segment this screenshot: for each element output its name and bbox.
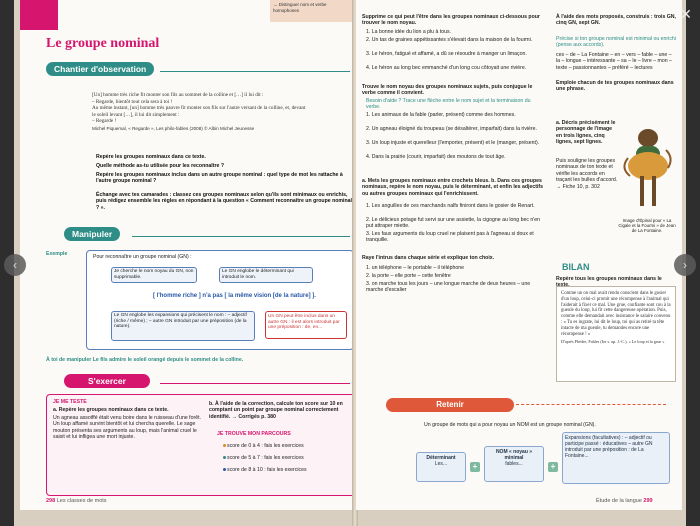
ex1-item: 2. Un tas de graines appétissantes s'élevait dans la maison de la fourmi. [366,37,533,43]
page-number: 299 [643,498,653,504]
level-dot [223,456,226,459]
exercise-2: Trouve le nom noyau des groupes nominaux sujets, puis conjugue le verbe comme il convient. [362,84,533,97]
ex4-item: 1. un téléphone – le portable – il téléphone [366,265,465,271]
left-page [20,0,355,510]
section-exercer: S'exercer [64,374,150,388]
parcours-text: score de 0 à 4 : fais les exercices [227,443,304,449]
close-icon[interactable]: ✕ [680,6,692,22]
ex5-detail: Précise si ton groupe nominal est minimal ou enrichi (pense aux accords). [556,36,676,49]
ex1-item: 3. Le héron, fatigué et affamé, a dû se résoudre à manger un limaçon. [366,51,527,57]
plus-icon: + [470,462,480,472]
exercise-6: a. Décris précisément le personnage de l'image en trois lignes, cinq lignes, sept lignes. [556,120,616,146]
section-chantier: Chantier d'observation [46,62,154,76]
parcours-title: JE TROUVE MON PARCOURS [217,431,291,437]
ex1-item: 1. La bonne idée du lion a plu à tous. [366,29,452,35]
question-text: Quelle méthode as-tu utilisée pour les reconnaître ? [96,163,224,169]
chapter-tab [20,0,58,30]
exemple-instruction: Pour reconnaître un groupe nominal (GN) : [93,254,192,260]
page-title: Le groupe nominal [46,36,160,51]
example-phrase: [ l'homme riche ] n'a pas [ la même vision [de la nature] ]. [153,293,316,299]
step-1: Je cherche le nom noyau du GN, non supprimable. [111,267,197,283]
exemple-label: Exemple [46,251,68,257]
question-text: Échange avec tes camarades : classez ces groupes nominaux selon qu'ils sont minimaux ou enrichis, puis rédigez ensemble les règles en répondant à la question « Comment reconnaître un groupe nominal ? ». [96,192,352,211]
right-page [356,0,682,510]
divider [132,236,350,237]
parcours-text: score de 5 à 7 : fais les exercices [227,455,304,461]
parcours-text: score de 8 à 10 : fais les exercices [227,467,307,473]
textbook-spread [14,0,686,526]
ex5-b: Emploie chacun de tes groupes nominaux dans une phrase. [556,80,674,93]
box-example: fables... [505,461,523,467]
box-label: NOM « noyau » minimal [495,449,533,461]
exercise-3: a. Mets les groupes nominaux entre crochets bleus. b. Dans ces groupes nominaux, repère le nom noyau, puis le déterminant, et enfin les adjectifs ou autres groupes nominaux qui l'enrichissent. [362,178,544,197]
note-box: Un GN peut être inclus dans un autre GN : il est alors introduit par une préposition : de, en... [265,311,347,339]
plus-icon: + [548,462,558,472]
box-example: Les... [434,461,448,467]
ex4-item: 2. la porte – elle porte – cette fenêtre [366,273,451,279]
cicada-illustration [618,118,676,214]
ex2-help: Besoin d'aide ? Trace une flèche entre le nom sujet et la terminaison du verbe. [366,98,531,111]
test-text: Un agneau assoiffé était venu boire dans le ruisseau d'une forêt. Un loup affamé survint bientôt et lui chercha querelle. Le sage mouton présenta ses arguments au loup, mais l'animal cruel le saisit et lui infligea une mort injuste. [53,415,201,441]
exemple-box [86,250,354,350]
retenir-text: Un groupe de mots qui a pour noyau un NOM est un groupe nominal (GN). [424,422,596,428]
expansions-box: Expansions (facultatives) : – adjectif ou participe passé : éducatives – autre GN introduit par une préposition : de La Fontaine... [562,432,670,484]
determinant-box [416,452,466,482]
ex6-b: Puis souligne les groupes nominaux de ton texte et vérifie les accords en traçant les bulles d'accord. → Fiche 10, p. 302 [556,158,618,190]
quote-line: – Regarde ! [92,118,117,124]
ex2-item: 2. Un agneau éloigné du troupeau (se désaltérer, imparfait) dans la rivière. [366,126,537,132]
section-manipuler: Manipuler [64,227,120,241]
level-dot [223,468,226,471]
question-3 [96,172,352,185]
manipuler-task: À toi de manipuler Le fils admire le soleil orangé depuis le sommet de la colline. [46,357,244,363]
question-4 [96,192,352,211]
ex1-item: 4. Le héron au long bec emmanché d'un long cou côtoyait une rivière. [366,65,527,71]
ex4-item: 3. on marche tous les jours – une longue marche de deux heures – une marche d'escalier [366,281,531,294]
correction-text: b. À l'aide de la correction, calcule ton score sur 10 en comptant un point par groupe nominal correctement identifié. → Corrigés p. 380 [209,401,343,420]
divider [516,404,666,406]
quote-source: Michel Piquemal, « Regarde », Les philo-fables (2008) © Albin Michel Jeunesse [92,125,255,131]
parcours-item [223,443,304,449]
parcours-item [223,467,307,473]
exercise-box [46,394,355,496]
quote-line: le soleil levant […], il lui dit simplement : [92,111,180,118]
section-retenir: Retenir [386,398,514,412]
exercise-1: Supprime ce qui peut l'être dans les groupes nominaux ci-dessous pour trouver le nom noyau. [362,14,540,27]
parcours-item [223,455,304,461]
ex2-item: 4. Dans la prairie (courir, imparfait) des moutons de tout âge. [366,154,506,160]
test-title: JE ME TESTE [53,399,87,405]
epinal-image [618,118,676,214]
ex5-words: ces – de – La Fontaine – en – vers – fable – une – la – longue – intéressante – sa – le – livre – mon – texte – passionnantes – préféré – lectures [556,52,672,71]
quote-text [92,92,354,132]
bilan-question: Repère tous les groupes nominaux dans le [556,276,662,282]
exercise-5: À l'aide des mots proposés, construis : trois GN, cinq GN, sept GN. [556,14,676,27]
top-strip: → Distinguer nom et verbe homophones [270,0,354,22]
test-question: a. Repère les groupes nominaux dans ce texte. [53,407,169,413]
question-1 [96,154,352,160]
exercise-4: Raye l'intrus dans chaque série et explique ton choix. [362,255,495,261]
ex3-item: 3. Les faux arguments du loup cruel ne plaisent pas à l'agneau si doux et tranquille. [366,231,534,244]
ex2-item: 1. Les animaux de la fable (parler, présent) comme des hommes. [366,112,516,118]
divider [160,71,350,72]
question-2 [96,163,352,169]
quote-line: – Regarde, bientôt tout cela sera à toi ! [92,98,173,105]
next-image-button[interactable]: › [674,254,696,276]
step-2: Le GN englobe le déterminant qui introduit le nom. [219,267,313,283]
bilan-text: Comme un on mal avait rendu conscient dans le gosier d'un loup, celui-ci promit une récompense à l'animal qui l'aiderait à fixer ce mal. Une grue, confiante sont cou à la gueule du loup, lui fit cette dangereuse opération. Puis, comme elle demandait avec insistance le salaire convenu : « Tu es ingrate, lui dit le loup, toi qui as retiré ta tête intacte de ma gueule, tu demandes encore une récompense ! » [561,291,671,337]
nom-box [484,446,544,482]
footer-label: Les classes de mots [56,498,107,504]
previous-image-button[interactable]: ‹ [4,254,26,276]
ex2-item: 3. Un loup injuste et querelleur (l'emporter, présent) et le (manger, présent). [366,140,540,146]
quote-line: Au même instant, [un] homme très pauvre fit monter son fils sur l'autre versant de la colline, et, devant [92,105,306,111]
step-3: Le GN englobe les expansions qui précisent le nom : – adjectif (riche / même) ; – autre GN introduit par une préposition (de la nature). [111,311,255,341]
question-text: Repère les groupes nominaux inclus dans un autre groupe nominal : quel type de mot les rattache à l'autre groupe nominal ? [96,172,343,185]
page-number: 298 [46,498,56,504]
ex3-item: 1. Les anguilles de ces marchands nalfs finiront dans le gosier de Renart. [366,203,535,209]
right-footer [596,498,653,504]
image-caption: Image d'Épinal pour « La Cigale et la Fourmi » de Jean de La Fontaine. [618,218,676,234]
left-footer [46,498,107,504]
quote-line: [Un] homme très riche fit monter son fils au sommet de la colline et […] il lui dit : [92,92,264,98]
ex3-item: 2. Le délicieux potage fut servi sur une assiette, la cigogne au long bec n'en put attraper miette. [366,217,541,230]
bilan-text-box [556,286,676,382]
box-label: Déterminant [426,455,456,461]
footer-label: Étude de la langue [596,498,642,504]
divider [160,383,350,384]
question-text: Repère les groupes nominaux dans ce texte. [96,154,206,160]
bilan-title: BILAN [562,262,590,272]
bilan-source: D'après Phèdre, Fables (Ier s. ap. J.-C.), « Le loup et la grue » [561,339,665,345]
level-dot [223,444,226,447]
